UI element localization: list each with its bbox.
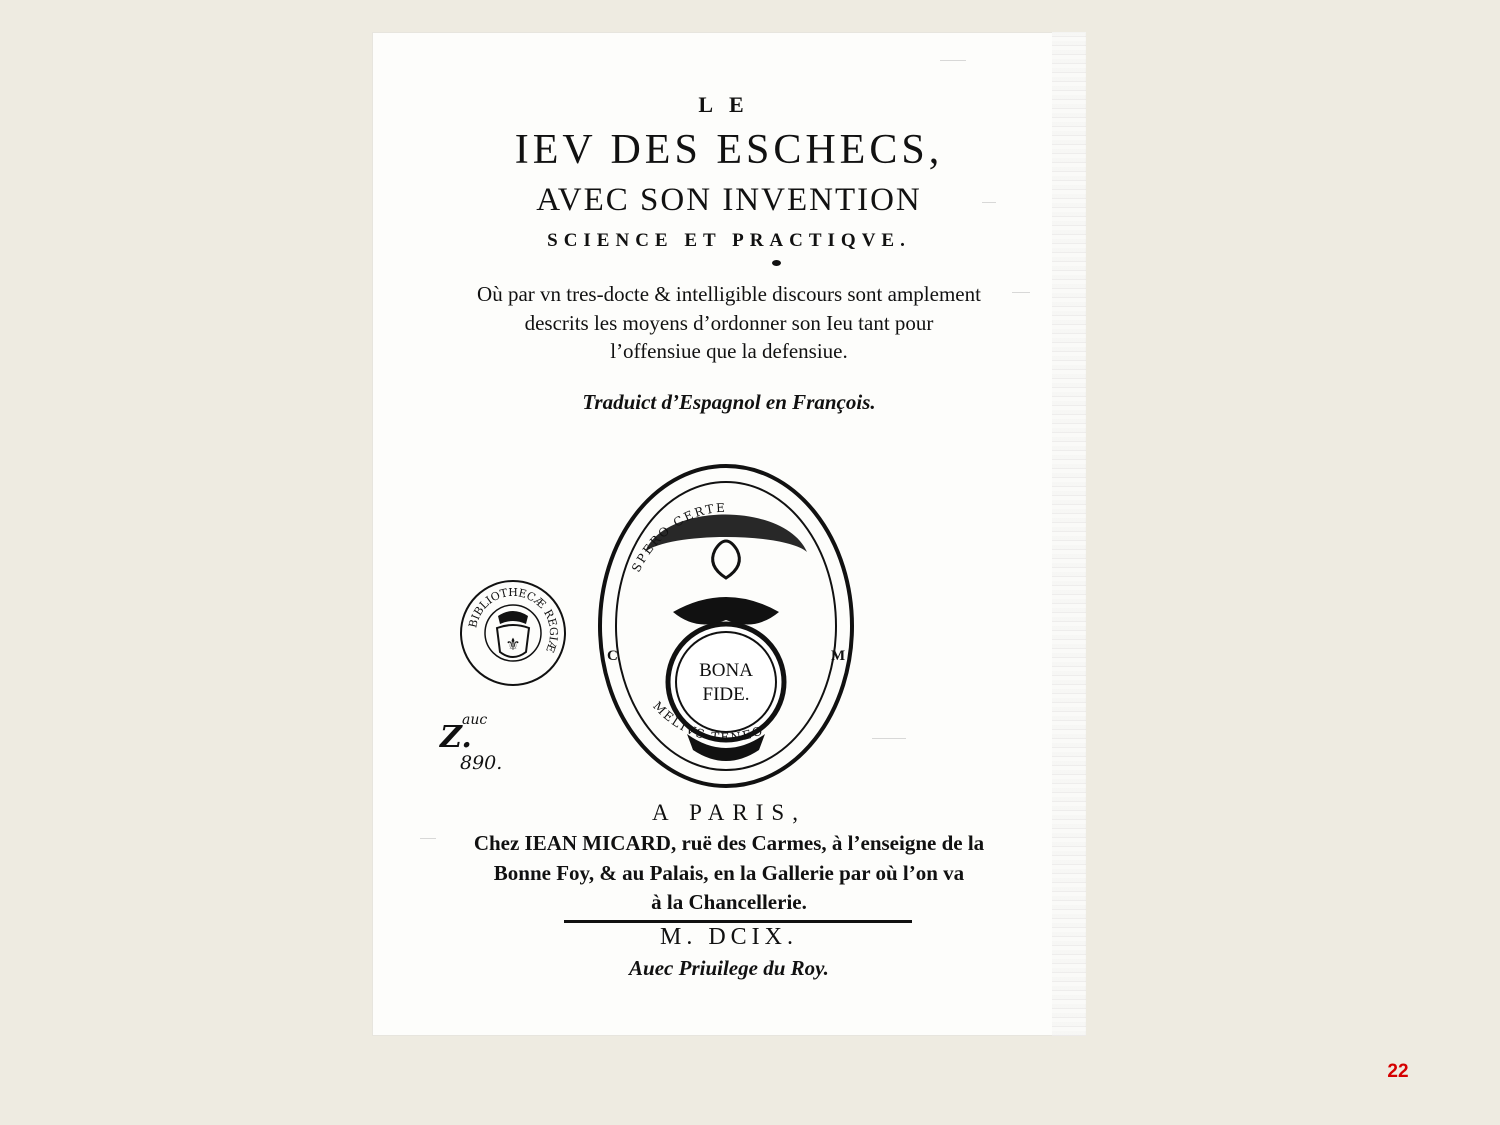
scan-speck — [872, 738, 906, 739]
description-line-2: descrits les moyens d’ordonner son Ieu tant pour — [524, 311, 934, 335]
stamp-text: BIBLIOTHECÆ REGIÆ — [466, 585, 561, 655]
fleur-de-lis-icon: ⚜ — [505, 635, 521, 654]
printer-mark-emblem — [595, 462, 857, 790]
scan-speck — [940, 60, 966, 61]
subtitle: AVEC SON INVENTION — [536, 182, 922, 218]
subtitle-2: SCIENCE ET PRACTIQVE. — [547, 230, 911, 251]
publisher-line-1: Chez IEAN MICARD, ruë des Carmes, à l’enseigne de la — [473, 831, 985, 855]
slide-page-number: 22 — [1387, 1061, 1409, 1082]
divider-rule — [564, 920, 912, 923]
title-page-scan — [372, 32, 1086, 1036]
publication-year: M. DCIX. — [659, 924, 798, 950]
crown-icon — [498, 611, 528, 624]
main-title: IEV DES ESCHECS, — [514, 127, 944, 173]
emblem-center-line-2: FIDE. — [702, 684, 750, 705]
emblem-side-left: C — [607, 648, 618, 664]
translated-line: Traduict d’Espagnol en François. — [582, 390, 876, 414]
ornament-dot — [772, 260, 781, 266]
publisher-line-2: Bonne Foy, & au Palais, en la Gallerie par où l’on va — [493, 861, 965, 885]
fleur-icon — [713, 541, 740, 578]
description-line-3: l’offensiue que la defensiue. — [610, 339, 848, 363]
emblem-top-text: SPERO CERTE — [628, 500, 728, 575]
emblem-center-line-1: BONA — [699, 660, 753, 681]
emblem-side-right: M — [831, 648, 846, 664]
handwritten-number: 890. — [460, 752, 503, 774]
privilege-line: Auec Priuilege du Roy. — [629, 956, 829, 980]
publisher-line-3: à la Chancellerie. — [651, 890, 807, 914]
title-le: LE — [698, 92, 760, 117]
handwritten-superscript: auc — [462, 712, 488, 728]
place-line: A PARIS, — [652, 800, 806, 825]
handwritten-mark: Z. — [440, 720, 472, 755]
clasped-hands-icon — [673, 597, 779, 625]
emblem-bottom-text: MELIVS TENEO — [650, 698, 767, 745]
library-stamp — [458, 578, 568, 688]
handwritten-shelfmark — [432, 712, 552, 802]
description-line-1: Où par vn tres-docte & intelligible discours sont amplement — [477, 282, 981, 306]
